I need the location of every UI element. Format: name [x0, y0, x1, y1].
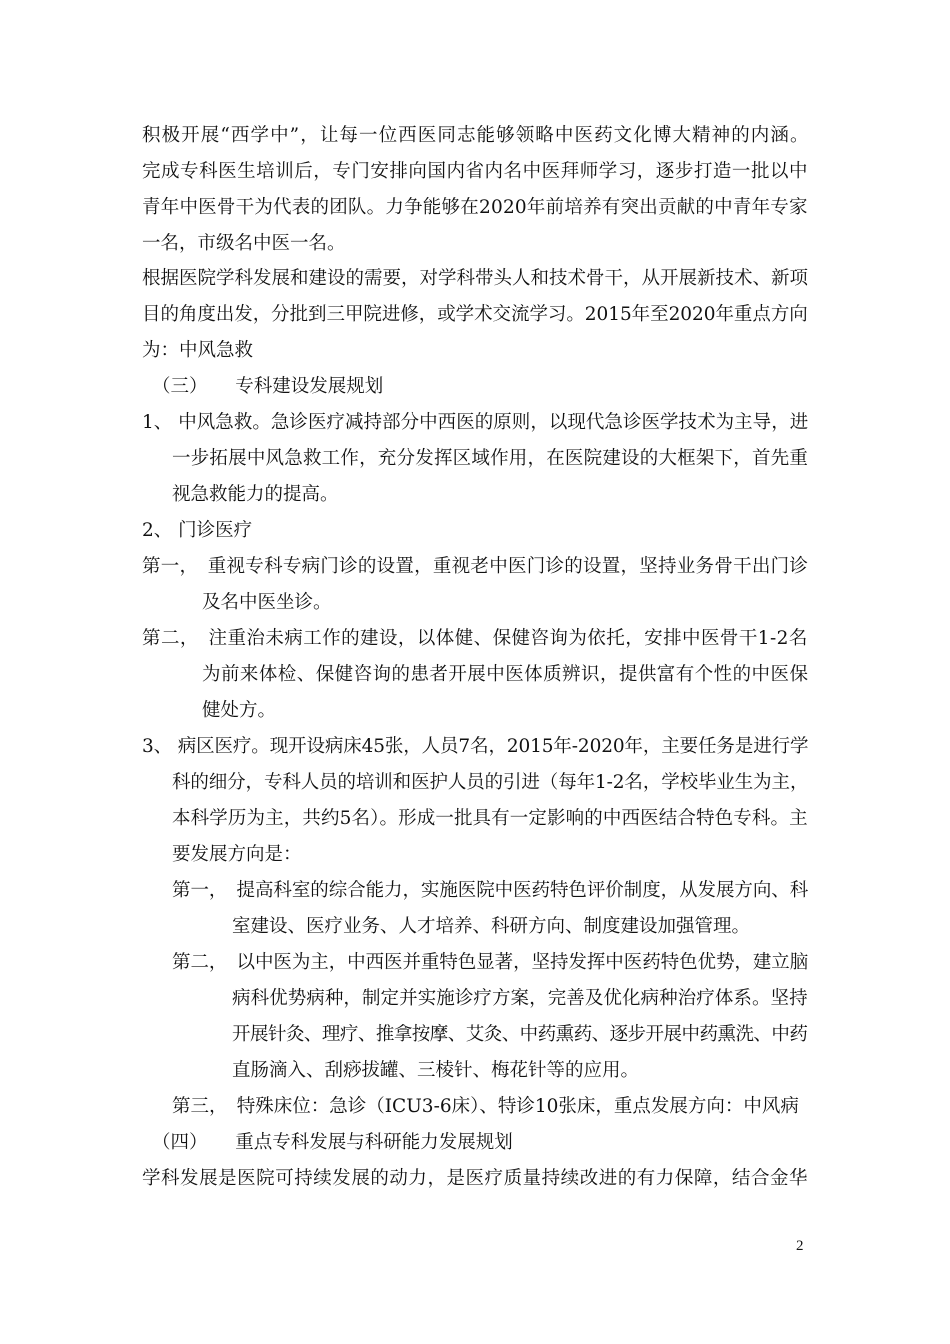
- text-line: 根据医院学科发展和建设的需要，对学科带头人和技术骨干，从开展新技术、新项: [142, 268, 809, 289]
- text-line: 完成专科医生培训后，专门安排向国内省内名中医拜师学习，逐步打造一批以中: [142, 161, 809, 182]
- text-line: 科的细分，专科人员的培训和医护人员的引进（每年1-2名，学校毕业生为主，: [172, 772, 809, 793]
- page-number: 2: [796, 1238, 804, 1254]
- sub-item: 第一， 提高科室的综合能力，实施医院中医药特色评价制度，从发展方向、科: [172, 880, 809, 901]
- text-line: 要发展方向是：: [172, 844, 302, 865]
- text-line: 青年中医骨干为代表的团队。力争能够在2020年前培养有突出贡献的中青年专家: [142, 197, 808, 218]
- text-line: 直肠滴入、刮痧拔罐、三棱针、梅花针等的应用。: [232, 1060, 640, 1081]
- text-line: 一步拓展中风急救工作，充分发挥区域作用，在医院建设的大框架下，首先重: [172, 448, 809, 469]
- text-line: 为：中风急救: [142, 340, 254, 361]
- text-line: 健处方。: [202, 700, 277, 721]
- text-line: 开展针灸、理疗、推拿按摩、艾灸、中药熏药、逐步开展中药熏洗、中药: [232, 1024, 808, 1045]
- text-line: 病科优势病种，制定并实施诊疗方案，完善及优化病种治疗体系。坚持: [232, 988, 808, 1009]
- text-line: 目的角度出发，分批到三甲院进修，或学术交流学习。2015年至2020年重点方向: [142, 304, 808, 325]
- section-heading: （四） 重点专科发展与科研能力发展规划: [152, 1132, 513, 1153]
- text-line: 一名，市级名中医一名。: [142, 233, 346, 254]
- sub-item: 第二， 以中医为主，中西医并重特色显著，坚持发挥中医药特色优势，建立脑: [172, 952, 809, 973]
- text-line: 视急救能力的提高。: [172, 484, 339, 505]
- text-line: 本科学历为主，共约5名）。形成一批具有一定影响的中西医结合特色专科。主: [172, 808, 808, 829]
- sub-item: 第一， 重视专科专病门诊的设置，重视老中医门诊的设置，坚持业务骨干出门诊: [142, 556, 809, 577]
- list-item-2: 2、 门诊医疗: [142, 520, 253, 541]
- sub-item: 第三， 特殊床位：急诊（ICU3-6床）、特诊10张床，重点发展方向：中风病: [172, 1096, 799, 1117]
- text-line: 学科发展是医院可持续发展的动力，是医疗质量持续改进的有力保障，结合金华: [142, 1168, 809, 1189]
- text-line: 室建设、医疗业务、人才培养、科研方向、制度建设加强管理。: [232, 916, 751, 937]
- sub-item: 第二， 注重治未病工作的建设，以体健、保健咨询为依托，安排中医骨干1-2名: [142, 628, 808, 649]
- text-line: 及名中医坐诊。: [202, 592, 332, 613]
- section-heading: （三） 专科建设发展规划: [152, 376, 384, 397]
- list-item-1: 1、 中风急救。急诊医疗减持部分中西医的原则，以现代急诊医学技术为主导，进: [142, 412, 809, 433]
- text-line: 为前来体检、保健咨询的患者开展中医体质辨识，提供富有个性的中医保: [202, 664, 809, 685]
- text-line: 积极开展“西学中”，让每一位西医同志能够领略中医药文化博大精神的内涵。: [142, 125, 810, 146]
- list-item-3: 3、 病区医疗。现开设病床45张，人员7名，2015年-2020年，主要任务是进行学: [142, 736, 809, 757]
